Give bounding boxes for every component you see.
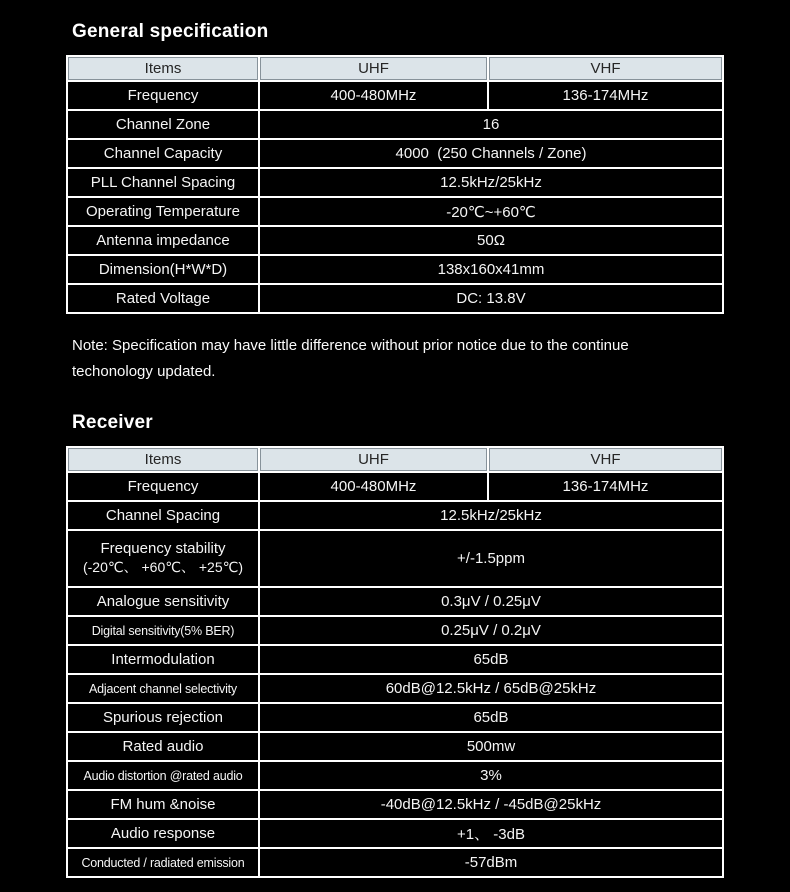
- value-cell: +1、 -3dB: [259, 819, 723, 848]
- value-cell: 65dB: [259, 645, 723, 674]
- column-header-vhf: VHF: [488, 447, 723, 472]
- value-cell: 138x160x41mm: [259, 255, 723, 284]
- value-cell: -20℃~+60℃: [259, 197, 723, 226]
- receiver-table: [66, 446, 724, 878]
- table-row: [67, 81, 723, 110]
- item-label-cell: FM hum &noise: [67, 790, 259, 819]
- item-label-cell: Analogue sensitivity: [67, 587, 259, 616]
- value-cell: 500mw: [259, 732, 723, 761]
- item-label-cell: Rated Voltage: [67, 284, 259, 313]
- column-header-uhf: UHF: [259, 447, 488, 472]
- table-row: [67, 110, 723, 139]
- uhf-value-cell: 400-480MHz: [259, 81, 488, 110]
- general-specification-table-header: [67, 56, 723, 81]
- table-row: [67, 790, 723, 819]
- table-row: [67, 472, 723, 501]
- value-cell: +/-1.5ppm: [259, 530, 723, 587]
- value-cell: 0.25μV / 0.2μV: [259, 616, 723, 645]
- item-label-cell: Channel Zone: [67, 110, 259, 139]
- item-label-cell: Digital sensitivity(5% BER): [67, 616, 259, 645]
- item-label-cell: Adjacent channel selectivity: [67, 674, 259, 703]
- value-cell: 12.5kHz/25kHz: [259, 168, 723, 197]
- header-row: [67, 56, 723, 81]
- value-cell: 60dB@12.5kHz / 65dB@25kHz: [259, 674, 723, 703]
- item-label-cell: Intermodulation: [67, 645, 259, 674]
- receiver-table-body: [67, 472, 723, 877]
- table-row: [67, 645, 723, 674]
- table-row: [67, 501, 723, 530]
- item-label-cell: Channel Spacing: [67, 501, 259, 530]
- item-label-cell: Operating Temperature: [67, 197, 259, 226]
- value-cell: -57dBm: [259, 848, 723, 877]
- item-label-cell: PLL Channel Spacing: [67, 168, 259, 197]
- item-label-cell: Rated audio: [67, 732, 259, 761]
- uhf-value-cell: 400-480MHz: [259, 472, 488, 501]
- vhf-value-cell: 136-174MHz: [488, 81, 723, 110]
- note-text: [72, 333, 790, 385]
- item-label-line: Frequency stability: [100, 540, 226, 557]
- value-cell: DC: 13.8V: [259, 284, 723, 313]
- table-row: [67, 139, 723, 168]
- table-row: [67, 848, 723, 877]
- table-row: [67, 284, 723, 313]
- item-label-cell: Channel Capacity: [67, 139, 259, 168]
- column-header-items: Items: [67, 56, 259, 81]
- item-label-cell: Frequency: [67, 81, 259, 110]
- receiver-table-header: [67, 447, 723, 472]
- section-title-receiver: Receiver: [72, 412, 153, 433]
- value-cell: 12.5kHz/25kHz: [259, 501, 723, 530]
- note-line-1: Note: Specification may have little difference without prior notice due to the continue: [72, 337, 629, 354]
- section-title-general-specification: General specification: [72, 21, 269, 42]
- item-label-cell: Audio distortion @rated audio: [67, 761, 259, 790]
- table-row: [67, 226, 723, 255]
- item-label-cell: Spurious rejection: [67, 703, 259, 732]
- table-row: [67, 197, 723, 226]
- table-row: [67, 761, 723, 790]
- item-label-cell: Dimension(H*W*D): [67, 255, 259, 284]
- general-specification-table: [66, 55, 724, 314]
- item-label-subline: (-20℃、 +60℃、 +25℃): [82, 559, 243, 575]
- value-cell: 0.3μV / 0.25μV: [259, 587, 723, 616]
- table-row: [67, 703, 723, 732]
- table-row: [67, 530, 723, 587]
- column-header-vhf: VHF: [488, 56, 723, 81]
- table-row: [67, 819, 723, 848]
- item-label-cell: Frequency: [67, 472, 259, 501]
- header-row: [67, 447, 723, 472]
- item-label-cell: Conducted / radiated emission: [67, 848, 259, 877]
- value-cell: 50Ω: [259, 226, 723, 255]
- table-row: [67, 255, 723, 284]
- receiver-section: [66, 412, 790, 878]
- table-row: [67, 616, 723, 645]
- item-label-cell: [67, 530, 259, 587]
- column-header-items: Items: [67, 447, 259, 472]
- value-cell: -40dB@12.5kHz / -45dB@25kHz: [259, 790, 723, 819]
- value-cell: 4000 (250 Channels / Zone): [259, 139, 723, 168]
- note-line-2: techonology updated.: [72, 363, 216, 380]
- value-cell: 65dB: [259, 703, 723, 732]
- vhf-value-cell: 136-174MHz: [488, 472, 723, 501]
- value-cell: 16: [259, 110, 723, 139]
- item-label-cell: Audio response: [67, 819, 259, 848]
- table-row: [67, 168, 723, 197]
- general-specification-table-body: [67, 81, 723, 313]
- item-label-cell: Antenna impedance: [67, 226, 259, 255]
- table-row: [67, 732, 723, 761]
- table-row: [67, 674, 723, 703]
- table-row: [67, 587, 723, 616]
- value-cell: 3%: [259, 761, 723, 790]
- general-specification-section: [66, 21, 790, 385]
- column-header-uhf: UHF: [259, 56, 488, 81]
